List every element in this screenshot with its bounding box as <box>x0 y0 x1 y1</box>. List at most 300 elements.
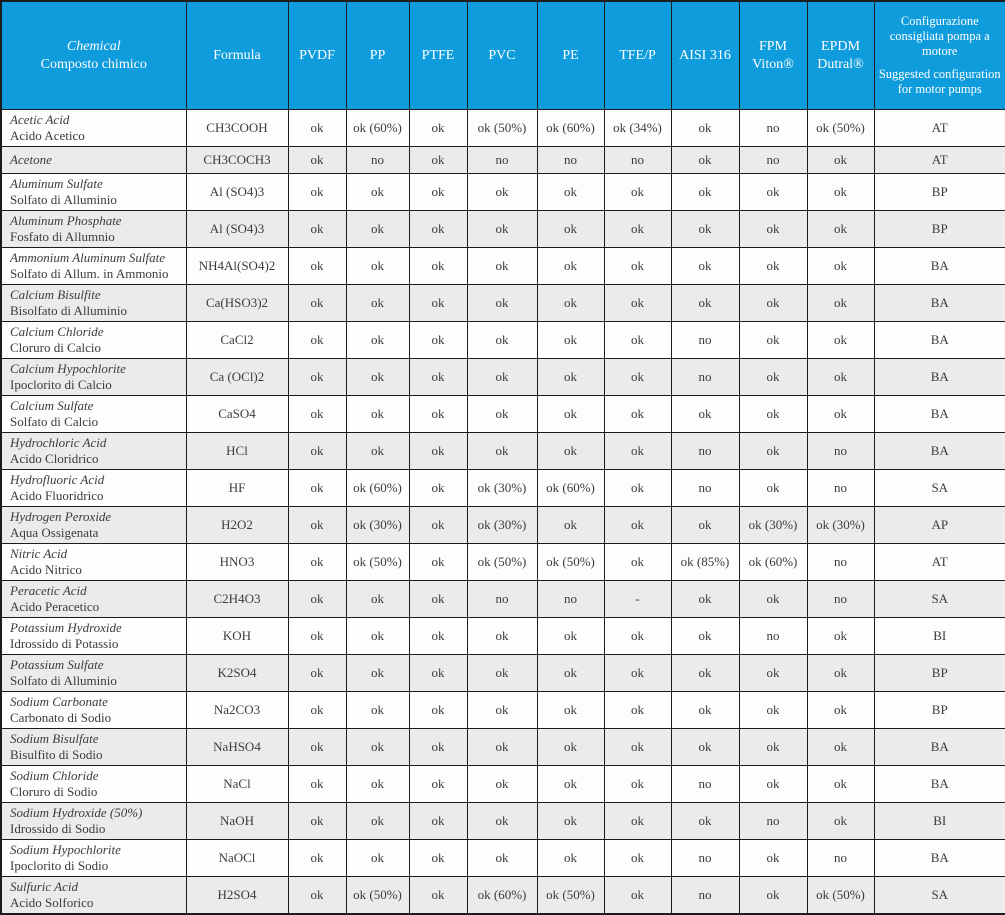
compat-cell-ptfe: ok <box>409 580 467 617</box>
chemical-name-en: Potassium Hydroxide <box>10 619 122 635</box>
table-row <box>1 506 1005 543</box>
compat-cell-pvc: ok <box>467 284 537 321</box>
table-header <box>1 1 1005 109</box>
compat-cell-pvdf: ok <box>288 765 346 802</box>
compat-cell-pvc: ok <box>467 321 537 358</box>
compat-cell-pe: ok <box>537 802 604 839</box>
compat-cell-ptfe: ok <box>409 432 467 469</box>
compat-cell-pe: ok <box>537 728 604 765</box>
chemical-name-en: Hydrofluoric Acid <box>10 471 105 487</box>
table-row <box>1 839 1005 876</box>
chemical-name-it: Acido Solforico <box>10 894 94 910</box>
compat-cell-pe: ok <box>537 839 604 876</box>
chemical-name-en: Aluminum Sulfate <box>10 175 103 191</box>
chemical-name-it: Cloruro di Calcio <box>10 339 101 355</box>
compat-cell-aisi316: no <box>671 839 739 876</box>
compat-cell-pp: ok (50%) <box>346 543 409 580</box>
config-cell: BA <box>874 284 1005 321</box>
compat-cell-pp: ok <box>346 654 409 691</box>
compat-cell-epdm: ok <box>807 802 874 839</box>
chemical-name-it: Idrossido di Sodio <box>10 820 106 836</box>
config-cell: SA <box>874 580 1005 617</box>
formula-cell: Na2CO3 <box>186 691 288 728</box>
compat-cell-tfep: ok <box>604 210 671 247</box>
compat-cell-tfep: ok <box>604 691 671 728</box>
compat-cell-tfep: ok <box>604 617 671 654</box>
compat-cell-epdm: ok <box>807 654 874 691</box>
compat-cell-pvc: ok <box>467 728 537 765</box>
compat-cell-fpm: ok <box>739 876 807 914</box>
compat-cell-pe: no <box>537 580 604 617</box>
header-tfep: TFE/P <box>604 1 671 109</box>
compat-cell-pe: ok <box>537 654 604 691</box>
formula-cell: Ca (OCl)2 <box>186 358 288 395</box>
compat-cell-aisi316: ok <box>671 728 739 765</box>
compat-cell-pp: ok <box>346 247 409 284</box>
table-row <box>1 802 1005 839</box>
compat-cell-tfep: ok <box>604 876 671 914</box>
compat-cell-ptfe: ok <box>409 543 467 580</box>
chemical-name-cell <box>1 839 186 876</box>
compat-cell-fpm: ok <box>739 469 807 506</box>
chemical-name-cell <box>1 506 186 543</box>
compat-cell-epdm: ok <box>807 284 874 321</box>
config-cell: BA <box>874 247 1005 284</box>
chemical-name-it: Solfato di Allum. in Ammonio <box>10 265 169 281</box>
compat-cell-pvdf: ok <box>288 395 346 432</box>
header-config-en: Suggested configuration for motor pumps <box>878 66 1001 96</box>
config-cell: BA <box>874 839 1005 876</box>
config-cell: SA <box>874 469 1005 506</box>
compat-cell-fpm: no <box>739 617 807 654</box>
chemical-name-cell <box>1 284 186 321</box>
table-row <box>1 432 1005 469</box>
compat-cell-fpm: ok <box>739 395 807 432</box>
compat-cell-epdm: ok (30%) <box>807 506 874 543</box>
table-row <box>1 247 1005 284</box>
compat-cell-pe: ok (60%) <box>537 109 604 146</box>
formula-cell: Ca(HSO3)2 <box>186 284 288 321</box>
compat-cell-pvc: ok <box>467 839 537 876</box>
compat-cell-epdm: ok <box>807 210 874 247</box>
compat-cell-pvdf: ok <box>288 876 346 914</box>
chemical-name-cell <box>1 432 186 469</box>
compat-cell-ptfe: ok <box>409 109 467 146</box>
compat-cell-fpm: ok <box>739 691 807 728</box>
formula-cell: NaOH <box>186 802 288 839</box>
compat-cell-pvc: ok (30%) <box>467 469 537 506</box>
compat-cell-pvc: ok <box>467 765 537 802</box>
formula-cell: KOH <box>186 617 288 654</box>
formula-cell: CH3COOH <box>186 109 288 146</box>
compat-cell-pvdf: ok <box>288 617 346 654</box>
compat-cell-pvdf: ok <box>288 802 346 839</box>
compat-cell-pp: ok <box>346 765 409 802</box>
compat-cell-pp: ok <box>346 617 409 654</box>
compat-cell-pe: ok <box>537 321 604 358</box>
compat-cell-fpm: ok <box>739 173 807 210</box>
compat-cell-aisi316: no <box>671 358 739 395</box>
compat-cell-ptfe: ok <box>409 728 467 765</box>
compat-cell-pvdf: ok <box>288 543 346 580</box>
compat-cell-pvc: ok <box>467 654 537 691</box>
compat-cell-aisi316: ok <box>671 580 739 617</box>
compat-cell-pp: ok <box>346 210 409 247</box>
compat-cell-pe: ok <box>537 247 604 284</box>
compat-cell-tfep: ok <box>604 765 671 802</box>
chemical-name-cell <box>1 543 186 580</box>
chemical-name-it: Cloruro di Sodio <box>10 783 98 799</box>
compat-cell-tfep: ok <box>604 469 671 506</box>
config-cell: BA <box>874 728 1005 765</box>
config-cell: AT <box>874 109 1005 146</box>
compat-cell-fpm: ok <box>739 358 807 395</box>
compat-cell-tfep: ok <box>604 395 671 432</box>
chemical-name-it: Solfato di Alluminio <box>10 672 117 688</box>
compat-cell-tfep: ok <box>604 358 671 395</box>
compat-cell-pvdf: ok <box>288 358 346 395</box>
table-row <box>1 173 1005 210</box>
compat-cell-epdm: ok <box>807 247 874 284</box>
chemical-name-cell <box>1 765 186 802</box>
compat-cell-fpm: ok (30%) <box>739 506 807 543</box>
config-cell: BA <box>874 321 1005 358</box>
compat-cell-aisi316: ok <box>671 395 739 432</box>
config-cell: BP <box>874 691 1005 728</box>
config-cell: AT <box>874 146 1005 173</box>
compat-cell-aisi316: ok <box>671 146 739 173</box>
compat-cell-epdm: ok <box>807 765 874 802</box>
compat-cell-ptfe: ok <box>409 358 467 395</box>
formula-cell: NH4Al(SO4)2 <box>186 247 288 284</box>
compat-cell-tfep: ok <box>604 506 671 543</box>
chemical-name-it: Aqua Ossigenata <box>10 524 99 540</box>
compat-cell-pvc: ok <box>467 432 537 469</box>
compat-cell-tfep: ok <box>604 839 671 876</box>
compat-cell-ptfe: ok <box>409 146 467 173</box>
compat-cell-epdm: no <box>807 432 874 469</box>
compat-cell-pvdf: ok <box>288 247 346 284</box>
chemical-name-cell <box>1 247 186 284</box>
compat-cell-ptfe: ok <box>409 395 467 432</box>
compat-cell-pvdf: ok <box>288 506 346 543</box>
compat-cell-pp: ok (60%) <box>346 109 409 146</box>
config-cell: BI <box>874 617 1005 654</box>
compat-cell-ptfe: ok <box>409 210 467 247</box>
compat-cell-aisi316: ok <box>671 173 739 210</box>
compat-cell-pp: ok <box>346 728 409 765</box>
compat-cell-epdm: ok <box>807 395 874 432</box>
chemical-name-it: Bisulfito di Sodio <box>10 746 103 762</box>
chemical-name-cell <box>1 210 186 247</box>
compat-cell-epdm: ok <box>807 321 874 358</box>
compat-cell-tfep: - <box>604 580 671 617</box>
config-cell: BP <box>874 173 1005 210</box>
chemical-name-cell <box>1 469 186 506</box>
compat-cell-pvdf: ok <box>288 146 346 173</box>
config-cell: SA <box>874 876 1005 914</box>
chemical-name-en: Sodium Chloride <box>10 767 99 783</box>
compat-cell-pvc: ok <box>467 247 537 284</box>
compat-cell-aisi316: ok <box>671 691 739 728</box>
header-config-it: Configurazione consigliata pompa a motore <box>889 13 990 58</box>
compat-cell-pe: ok <box>537 395 604 432</box>
compat-cell-pe: ok <box>537 432 604 469</box>
table-row <box>1 617 1005 654</box>
compat-cell-aisi316: no <box>671 321 739 358</box>
compat-cell-ptfe: ok <box>409 654 467 691</box>
compat-cell-tfep: ok <box>604 321 671 358</box>
compat-cell-pp: ok (50%) <box>346 876 409 914</box>
compat-cell-pp: ok <box>346 691 409 728</box>
compat-cell-ptfe: ok <box>409 506 467 543</box>
config-cell: BA <box>874 765 1005 802</box>
header-aisi316: AISI 316 <box>671 1 739 109</box>
chemical-name-cell <box>1 654 186 691</box>
compat-cell-pvc: no <box>467 580 537 617</box>
config-cell: BA <box>874 395 1005 432</box>
compat-cell-pvc: ok <box>467 210 537 247</box>
chemical-name-en: Sodium Hydroxide (50%) <box>10 804 143 820</box>
compat-cell-pvc: ok <box>467 802 537 839</box>
compat-cell-fpm: ok <box>739 247 807 284</box>
compat-cell-pp: ok <box>346 802 409 839</box>
compat-cell-pp: ok (30%) <box>346 506 409 543</box>
header-ptfe: PTFE <box>409 1 467 109</box>
chemical-name-en: Hydrogen Peroxide <box>10 508 112 524</box>
compat-cell-tfep: no <box>604 146 671 173</box>
compat-cell-ptfe: ok <box>409 691 467 728</box>
formula-cell: Al (SO4)3 <box>186 173 288 210</box>
compat-cell-epdm: ok <box>807 146 874 173</box>
compat-cell-fpm: ok <box>739 210 807 247</box>
compat-cell-fpm: ok <box>739 580 807 617</box>
config-cell: BA <box>874 358 1005 395</box>
config-cell: BI <box>874 802 1005 839</box>
chemical-name-en: Potassium Sulfate <box>10 656 104 672</box>
compat-cell-aisi316: no <box>671 432 739 469</box>
chemical-name-it: Acido Fluoridrico <box>10 487 104 503</box>
compat-cell-pvc: ok <box>467 358 537 395</box>
compat-cell-fpm: ok <box>739 321 807 358</box>
chemical-name-cell <box>1 802 186 839</box>
compat-cell-pvdf: ok <box>288 109 346 146</box>
compat-cell-aisi316: ok <box>671 506 739 543</box>
compat-cell-pvdf: ok <box>288 728 346 765</box>
compat-cell-tfep: ok <box>604 247 671 284</box>
chemical-name-en: Sulfuric Acid <box>10 878 79 894</box>
chemical-name-en: Calcium Hypochlorite <box>10 360 126 376</box>
compat-cell-pp: no <box>346 146 409 173</box>
header-config <box>874 1 1005 109</box>
chemical-name-en: Sodium Bisulfate <box>10 730 99 746</box>
compat-cell-pp: ok <box>346 839 409 876</box>
compat-cell-pvc: ok <box>467 691 537 728</box>
formula-cell: Al (SO4)3 <box>186 210 288 247</box>
compat-cell-fpm: ok <box>739 839 807 876</box>
compat-cell-pe: ok <box>537 617 604 654</box>
chemical-name-en: Aluminum Phosphate <box>10 212 122 228</box>
compat-cell-aisi316: no <box>671 876 739 914</box>
chemical-name-cell <box>1 321 186 358</box>
table-row <box>1 543 1005 580</box>
table-row <box>1 728 1005 765</box>
compat-cell-tfep: ok <box>604 284 671 321</box>
compat-cell-pp: ok <box>346 321 409 358</box>
compat-cell-pe: ok <box>537 210 604 247</box>
header-pe: PE <box>537 1 604 109</box>
chemical-name-it: Bisolfato di Alluminio <box>10 302 128 318</box>
compat-cell-pe: ok <box>537 506 604 543</box>
chemical-name-it: Acido Nitrico <box>10 561 82 577</box>
chemical-name-it: Acido Peracetico <box>10 598 100 614</box>
compat-cell-fpm: ok <box>739 654 807 691</box>
compat-cell-ptfe: ok <box>409 765 467 802</box>
compat-cell-fpm: ok <box>739 728 807 765</box>
compat-cell-aisi316: ok <box>671 210 739 247</box>
formula-cell: CaSO4 <box>186 395 288 432</box>
compat-cell-pe: ok <box>537 691 604 728</box>
table-row <box>1 395 1005 432</box>
compat-cell-tfep: ok <box>604 173 671 210</box>
compat-cell-fpm: no <box>739 802 807 839</box>
chemical-name-it: Carbonato di Sodio <box>10 709 112 725</box>
chemical-name-it: Solfato di Calcio <box>10 413 99 429</box>
compat-cell-aisi316: ok <box>671 617 739 654</box>
header-pvdf: PVDF <box>288 1 346 109</box>
formula-cell: NaHSO4 <box>186 728 288 765</box>
config-cell: BA <box>874 432 1005 469</box>
header-epdm-dutral: EPDM Dutral® <box>807 1 874 109</box>
formula-cell: CaCl2 <box>186 321 288 358</box>
chemical-name-cell <box>1 617 186 654</box>
compat-cell-ptfe: ok <box>409 247 467 284</box>
compat-cell-aisi316: no <box>671 765 739 802</box>
config-cell: AT <box>874 543 1005 580</box>
table-row <box>1 654 1005 691</box>
compat-cell-pp: ok <box>346 284 409 321</box>
formula-cell: HNO3 <box>186 543 288 580</box>
compat-cell-epdm: ok <box>807 358 874 395</box>
compat-cell-pvdf: ok <box>288 691 346 728</box>
compat-cell-pvdf: ok <box>288 284 346 321</box>
compat-cell-pvdf: ok <box>288 580 346 617</box>
compat-cell-fpm: ok <box>739 765 807 802</box>
compat-cell-epdm: ok (50%) <box>807 109 874 146</box>
compat-cell-pp: ok <box>346 173 409 210</box>
table-row <box>1 765 1005 802</box>
compat-cell-fpm: ok <box>739 432 807 469</box>
formula-cell: CH3COCH3 <box>186 146 288 173</box>
config-cell: BP <box>874 210 1005 247</box>
compat-cell-epdm: ok <box>807 691 874 728</box>
table-row <box>1 691 1005 728</box>
compat-cell-tfep: ok (34%) <box>604 109 671 146</box>
compat-cell-aisi316: ok <box>671 802 739 839</box>
compat-cell-tfep: ok <box>604 802 671 839</box>
chemical-name-cell <box>1 728 186 765</box>
chemical-name-it: Acido Cloridrico <box>10 450 99 466</box>
compat-cell-pvdf: ok <box>288 469 346 506</box>
config-cell: AP <box>874 506 1005 543</box>
header-formula: Formula <box>186 1 288 109</box>
compat-cell-pvdf: ok <box>288 839 346 876</box>
compat-cell-ptfe: ok <box>409 839 467 876</box>
chemical-name-it: Fosfato di Allumnio <box>10 228 115 244</box>
compat-cell-aisi316: ok <box>671 109 739 146</box>
compat-cell-aisi316: no <box>671 469 739 506</box>
chemical-name-it: Solfato di Alluminio <box>10 191 117 207</box>
compat-cell-pe: ok <box>537 358 604 395</box>
compat-cell-tfep: ok <box>604 432 671 469</box>
compat-cell-fpm: no <box>739 146 807 173</box>
table-row <box>1 109 1005 146</box>
table-body <box>1 109 1005 914</box>
compat-cell-pvc: ok (50%) <box>467 543 537 580</box>
compat-cell-pvc: ok (50%) <box>467 109 537 146</box>
header-chemical-it: Composto chimico <box>40 56 147 72</box>
chemical-name-cell <box>1 358 186 395</box>
chemical-name-cell <box>1 173 186 210</box>
chemical-name-en: Acetone <box>10 151 52 167</box>
compat-cell-epdm: ok <box>807 173 874 210</box>
compat-cell-epdm: ok <box>807 617 874 654</box>
formula-cell: HF <box>186 469 288 506</box>
compat-cell-pe: ok (50%) <box>537 876 604 914</box>
chemical-name-cell <box>1 395 186 432</box>
compat-cell-pvc: ok (30%) <box>467 506 537 543</box>
compat-cell-pvc: ok <box>467 617 537 654</box>
header-chemical-en: Chemical <box>66 38 121 54</box>
chemical-name-it: Ipoclorito di Sodio <box>10 857 109 873</box>
compat-cell-pvdf: ok <box>288 654 346 691</box>
chemical-name-en: Calcium Sulfate <box>10 397 94 413</box>
compat-cell-pp: ok <box>346 580 409 617</box>
chemical-name-en: Sodium Carbonate <box>10 693 108 709</box>
compat-cell-ptfe: ok <box>409 617 467 654</box>
compat-cell-tfep: ok <box>604 543 671 580</box>
compat-cell-aisi316: ok <box>671 284 739 321</box>
formula-cell: NaOCl <box>186 839 288 876</box>
header-chemical <box>1 1 186 109</box>
compat-cell-pvdf: ok <box>288 210 346 247</box>
chemical-name-cell <box>1 691 186 728</box>
compat-cell-fpm: no <box>739 109 807 146</box>
table-row <box>1 469 1005 506</box>
table-row <box>1 321 1005 358</box>
compat-cell-aisi316: ok <box>671 654 739 691</box>
chemical-name-it: Ipoclorito di Calcio <box>10 376 112 392</box>
compat-cell-pe: no <box>537 146 604 173</box>
chemical-name-it: Idrossido di Potassio <box>10 635 119 651</box>
compat-cell-epdm: ok <box>807 728 874 765</box>
chemical-name-en: Nitric Acid <box>10 545 68 561</box>
header-pvc: PVC <box>467 1 537 109</box>
compat-cell-pe: ok <box>537 173 604 210</box>
compat-cell-pvc: no <box>467 146 537 173</box>
header-pp: PP <box>346 1 409 109</box>
chemical-name-en: Calcium Chloride <box>10 323 104 339</box>
chemical-name-en: Calcium Bisulfite <box>10 286 101 302</box>
compat-cell-ptfe: ok <box>409 173 467 210</box>
compat-cell-ptfe: ok <box>409 321 467 358</box>
compat-cell-epdm: no <box>807 543 874 580</box>
compat-cell-ptfe: ok <box>409 284 467 321</box>
compat-cell-fpm: ok <box>739 284 807 321</box>
formula-cell: H2O2 <box>186 506 288 543</box>
table-row <box>1 284 1005 321</box>
compat-cell-pe: ok <box>537 284 604 321</box>
